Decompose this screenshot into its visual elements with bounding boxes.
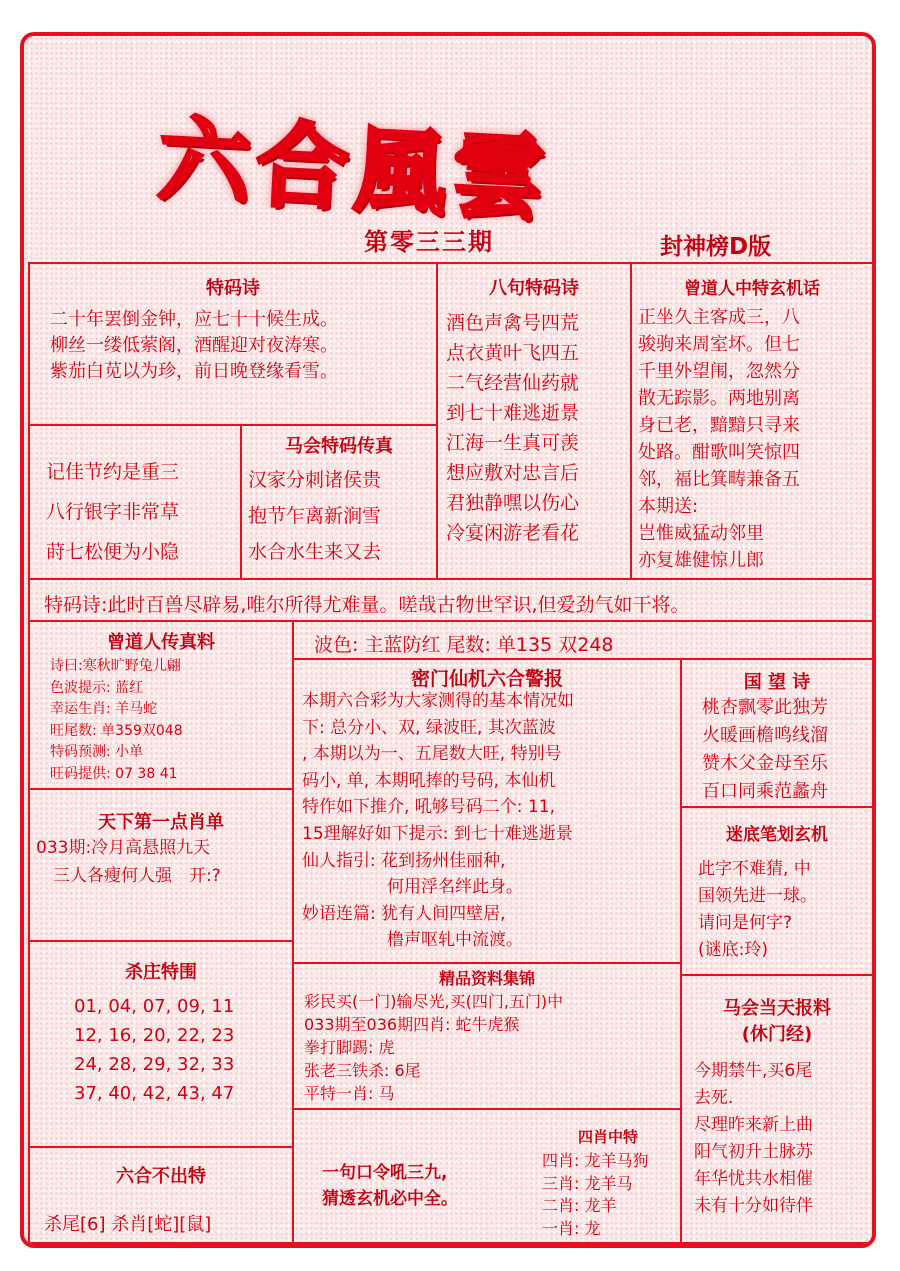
text-line: 拳打脚踢: 虎 bbox=[304, 1038, 395, 1057]
text-line: 未有十分如待伴 bbox=[694, 1196, 813, 1216]
text-line: 何用浮名绊此身。 bbox=[302, 877, 523, 898]
shazhuang-numbers bbox=[74, 992, 234, 1108]
midi-lines bbox=[698, 856, 817, 964]
wave-bar-box bbox=[292, 620, 874, 660]
poem-line: 紫茄白苋以为珍，前日晚登缘看雪。 bbox=[50, 361, 338, 383]
poem-line: 酒色声禽号四荒 bbox=[446, 312, 580, 334]
text-line: (谜底:玲) bbox=[698, 940, 768, 960]
eight-lines-list bbox=[446, 308, 579, 548]
poem-line: 百口同乘范蠡舟 bbox=[702, 781, 828, 802]
guowang-box bbox=[680, 658, 874, 808]
poem-main-lines bbox=[50, 304, 338, 382]
text-line: 15理解好如下提示: 到七十难逃逝景 bbox=[302, 823, 573, 844]
slogan-line: 一句口令吼三九, bbox=[322, 1163, 448, 1183]
guowang-heading: 国 望 诗 bbox=[743, 672, 811, 693]
jingpin-box bbox=[292, 962, 682, 1110]
mahui-chuanzhen-box bbox=[240, 424, 438, 580]
text-line: , 本期以为一、五尾数大旺, 特别号 bbox=[302, 744, 562, 765]
info-line: 诗曰:寒秋旷野兔儿翩 bbox=[50, 658, 181, 674]
text-line: 特作如下推介, 吼够号码二个: 11, bbox=[302, 797, 555, 818]
text-line: 身已老，黯黯只寻来 bbox=[638, 415, 800, 436]
info-line: 色波提示: 蓝红 bbox=[50, 679, 144, 696]
text-line: 三肖: 龙羊马 bbox=[542, 1173, 633, 1193]
text-line: 下: 总分小、双, 绿波旺, 其次蓝波 bbox=[302, 717, 556, 738]
number-row: 24, 28, 29, 32, 33 bbox=[74, 1054, 235, 1075]
number-row: 37, 40, 42, 43, 47 bbox=[74, 1083, 235, 1104]
wave-bar-text: 波色: 主蓝防红 尾数: 单135 双248 bbox=[314, 634, 614, 656]
midi-box bbox=[680, 806, 874, 976]
number-row: 12, 16, 20, 22, 23 bbox=[74, 1025, 235, 1046]
text-line: 阳气初升土脉苏 bbox=[694, 1142, 813, 1162]
text-line: 今期禁牛,买6尾 bbox=[694, 1061, 813, 1081]
zeng-chuanzhen-box bbox=[28, 620, 294, 790]
mimen-lines bbox=[302, 688, 574, 954]
slogan-line: 猜透玄机必中全。 bbox=[322, 1189, 458, 1209]
text-line: 妙语连篇: 犹有人间四壁居, bbox=[302, 903, 506, 924]
text-line: 尽理昨来新上曲 bbox=[694, 1115, 813, 1135]
text-line: 国领先进一球。 bbox=[698, 886, 817, 906]
text-line: 此字不难猜, 中 bbox=[698, 859, 811, 879]
poem-line: 桃杏飘零此独芳 bbox=[702, 697, 828, 718]
mahui-baoliao-subheading: (休门经) bbox=[741, 1024, 813, 1045]
text-line: 请问是何字? bbox=[698, 913, 793, 933]
poem-line: 柳丝一缕低萦阁，酒醒迎对夜涛寒。 bbox=[50, 335, 338, 357]
zeng-xuanji-heading: 曾道人中特玄机话 bbox=[684, 279, 820, 299]
zeng-xuanji-text bbox=[638, 304, 800, 574]
poem-line: 二十年罢倒金钟，应七十十候生成。 bbox=[50, 309, 338, 330]
text-line: 本期六合彩为大家测得的基本情况如 bbox=[302, 691, 574, 711]
zeng-chuanzhen-lines bbox=[50, 656, 183, 785]
poem-line: 火暖画檐鸣线溜 bbox=[702, 725, 828, 746]
text-line: 年华忧共水相催 bbox=[694, 1169, 813, 1189]
sixiao-heading: 四肖中特 bbox=[578, 1128, 639, 1146]
poem-line: 莳七松便为小隐 bbox=[46, 541, 180, 563]
newspaper-sheet bbox=[20, 32, 876, 1248]
text-line: 处路。酣歌叫笑惊四 bbox=[638, 442, 800, 463]
text-line: 码小, 单, 本期吼捧的号码, 本仙机 bbox=[302, 770, 556, 791]
eight-lines-box bbox=[436, 262, 632, 580]
tianxia-lines bbox=[36, 834, 221, 890]
mimen-box bbox=[292, 658, 682, 964]
poem-line: 八行银字非常草 bbox=[46, 501, 180, 523]
zeng-chuanzhen-heading: 曾道人传真料 bbox=[107, 632, 215, 653]
midi-heading: 迷底笔划玄机 bbox=[726, 825, 828, 845]
eight-lines-heading: 八句特码诗 bbox=[489, 278, 579, 299]
poem-main-heading: 特码诗 bbox=[206, 278, 260, 299]
number-row: 01, 04, 07, 09, 11 bbox=[74, 996, 235, 1017]
text-line: 千里外望闱，忽然分 bbox=[638, 361, 800, 382]
text-line: 亦复雄健惊儿郎 bbox=[638, 550, 764, 571]
text-line: 岂惟威猛动邻里 bbox=[638, 523, 764, 544]
mimen-heading: 密门仙机六合警报 bbox=[410, 668, 563, 690]
text-line: 邻，福比箕畴兼备五 bbox=[638, 469, 800, 490]
bottom-center-box bbox=[292, 1108, 682, 1244]
info-line: 旺码提供: 07 38 41 bbox=[50, 765, 178, 782]
poem-line: 想应敷对忠言后 bbox=[446, 462, 580, 484]
info-line: 旺尾数: 单359双048 bbox=[50, 722, 183, 739]
mahui-baoliao-box bbox=[680, 974, 874, 1244]
buchu-box bbox=[28, 1146, 294, 1244]
info-line: 幸运生肖: 羊马蛇 bbox=[50, 701, 158, 717]
poem-line: 抱节乍离新涧雪 bbox=[248, 505, 382, 527]
text-line: 仙人指引: 花到扬州佳丽种, bbox=[302, 850, 506, 871]
text-line: 正坐久主客成三，八 bbox=[638, 307, 800, 328]
text-line: 平特一肖: 马 bbox=[304, 1084, 395, 1103]
mahui-chuanzhen-heading: 马会特码传真 bbox=[285, 436, 393, 457]
tianxia-box bbox=[28, 788, 294, 942]
mahui-chuanzhen-lines bbox=[248, 462, 381, 570]
guowang-lines bbox=[702, 694, 828, 806]
text-line: 四肖: 龙羊马狗 bbox=[542, 1151, 649, 1170]
text-line: 张老三铁杀: 6尾 bbox=[304, 1061, 421, 1080]
jingpin-heading: 精品资料集锦 bbox=[438, 969, 535, 988]
poem-line: 点衣黄叶飞四五 bbox=[446, 342, 580, 364]
text-line: 骏驹来周室坏。但七 bbox=[638, 334, 800, 355]
buchu-heading: 六合不出特 bbox=[116, 1166, 206, 1187]
info-line: 033期:冷月高悬照九天 bbox=[36, 838, 211, 858]
info-line: 特码预测: 小单 bbox=[50, 744, 144, 760]
tianxia-heading: 天下第一点肖单 bbox=[98, 812, 224, 833]
poem-main-box bbox=[28, 262, 438, 426]
info-line: 三人各瘦何人强 开:? bbox=[36, 866, 221, 886]
issue-number: 第零三三期 bbox=[364, 228, 494, 256]
masthead-title: 六合風雲 bbox=[155, 105, 553, 234]
text-line: 二肖: 龙羊 bbox=[542, 1196, 617, 1215]
text-line: 彩民买(一门)输尽光,买(四门,五门)中 bbox=[304, 992, 564, 1011]
shazhuang-box bbox=[28, 940, 294, 1148]
poem-line: 江海一生真可羡 bbox=[446, 432, 580, 454]
poem-bar-box bbox=[28, 578, 874, 622]
text-line: 033期至036期四肖: 蛇牛虎猴 bbox=[304, 1015, 520, 1034]
sixiao-lines bbox=[542, 1150, 648, 1240]
poem-line: 记佳节约是重三 bbox=[46, 461, 180, 483]
text-line: 橹声呕轧中流渡。 bbox=[302, 930, 523, 951]
jijia-box bbox=[28, 424, 242, 580]
poem-line: 二气经营仙药就 bbox=[446, 372, 580, 394]
poem-bar-text: 特码诗:此时百兽尽辟易,唯尔所得尤难量。嗟哉古物世罕识,但爱劲气如干将。 bbox=[44, 594, 690, 616]
zeng-xuanji-box bbox=[630, 262, 874, 580]
text-line: 一肖: 龙 bbox=[542, 1218, 601, 1238]
buchu-text: 杀尾[6] 杀肖[蛇][鼠] bbox=[44, 1214, 212, 1235]
poem-line: 水合水生来又去 bbox=[248, 541, 382, 563]
mahui-baoliao-lines bbox=[694, 1058, 813, 1220]
jijia-lines bbox=[46, 452, 179, 572]
shazhuang-heading: 杀庄特围 bbox=[125, 962, 197, 983]
poem-line: 君独静嘿以伤心 bbox=[446, 492, 580, 514]
text-line: 本期送: bbox=[638, 496, 699, 517]
mahui-baoliao-heading: 马会当天报料 bbox=[723, 998, 831, 1019]
poem-line: 汉家分刺诸侯贵 bbox=[248, 469, 382, 491]
text-line: 去死. bbox=[694, 1088, 734, 1108]
koujue-lines bbox=[322, 1160, 458, 1212]
jingpin-lines bbox=[304, 990, 563, 1105]
text-line: 散无踪影。两地别离 bbox=[638, 388, 800, 409]
poem-line: 到七十难逃逝景 bbox=[446, 402, 580, 424]
poem-line: 赞木父金母至乐 bbox=[702, 753, 828, 774]
edition-label: 封神榜D版 bbox=[660, 234, 772, 260]
poem-line: 冷宴闲游老看花 bbox=[446, 522, 580, 544]
